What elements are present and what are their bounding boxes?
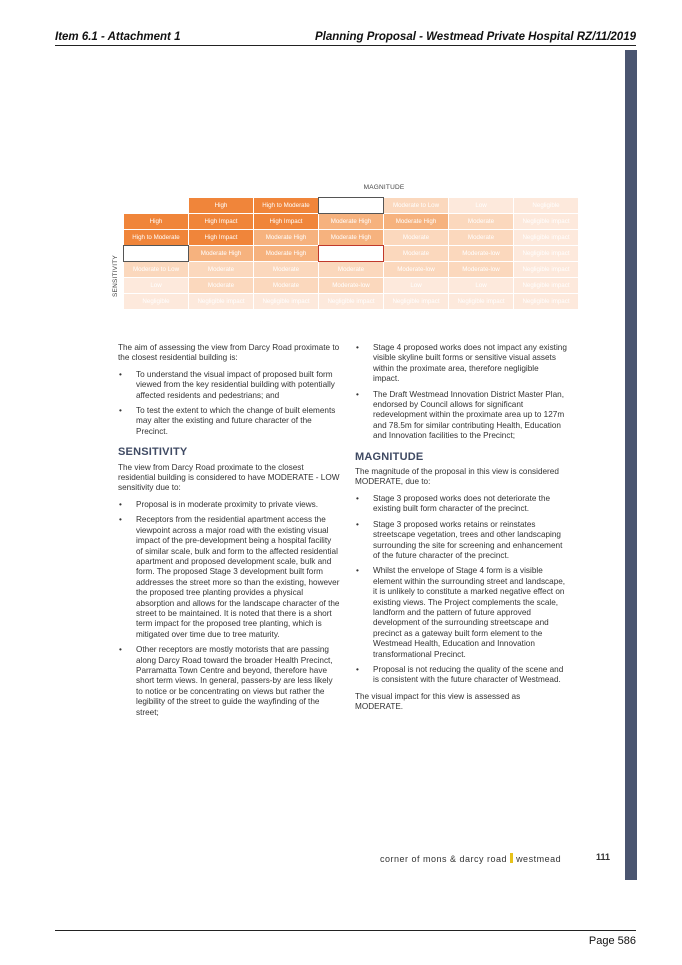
brand-divider (510, 853, 513, 863)
list-item: • Whilst the envelope of Stage 4 form is a visible element within the surrounding street and landscape, it is unlikely to constitute a marked negative effect on existing views. The Project complements the scale, landform and the pattern of future approved development of the surrounding streetscape and precinct as a gateway built form element to the Westmead Health, Education and Innovation transformational Precinct. (355, 566, 567, 660)
matrix-cell: Moderate (319, 262, 383, 277)
matrix-cell: Moderate (189, 262, 253, 277)
matrix-row (124, 294, 578, 309)
matrix-header-cell: High (189, 198, 253, 213)
list-item: • To understand the visual impact of proposed built form viewed from the key residential building with potentially affected residents and pedestrians; and (118, 370, 340, 401)
matrix-cell: High Impact (189, 230, 253, 245)
matrix-cell: Moderate (384, 230, 448, 245)
list-item: • Receptors from the residential apartment access the viewpoint across a major road with the existing visual impact of the pre-development being a hospital facility of similar scale, bulk and form to the affected residential apartment and proposed development scale, bulk and form. The proposed Stage 3 development built form addresses the street more so than the existing, however the proposed tree planting provides a physical absorption and allows for the landscape character of the street to be maintained. It is noted that there is a short term impact for the proposed tree planting, which is mitigated over time due to tree maturity. (118, 515, 340, 640)
list-item: • Proposal is not reducing the quality of the scene and is consistent with the future character of Westmead. (355, 665, 567, 686)
footer-brand (380, 853, 561, 864)
header-item-label: Item 6.1 - Attachment 1 (55, 31, 181, 43)
matrix-header-row (124, 198, 578, 213)
matrix-cell: Negligible impact (449, 294, 513, 309)
impact-matrix (123, 197, 579, 310)
matrix-cell: Moderate-low (449, 246, 513, 261)
matrix-row (124, 246, 578, 261)
matrix-cell: Negligible impact (514, 294, 578, 309)
sensitivity-list (118, 500, 340, 718)
right-column (355, 343, 567, 719)
matrix-cell: Moderate High (319, 214, 383, 229)
list-item: • The Draft Westmead Innovation District Master Plan, endorsed by Council allows for significant redevelopment within the proximate area up to 127m and 78.5m for similar contributing Health, Education and Innovation facilities to the Precinct; (355, 390, 567, 442)
side-accent-bar (625, 50, 637, 880)
matrix-row-label: High to Moderate (124, 230, 188, 245)
matrix-cell: Negligible impact (514, 246, 578, 261)
matrix-cell: Moderate (449, 214, 513, 229)
matrix-row (124, 214, 578, 229)
matrix-header-cell: High to Moderate (254, 198, 318, 213)
matrix-cell: Negligible impact (319, 294, 383, 309)
matrix-cell: Negligible impact (384, 294, 448, 309)
matrix-row (124, 230, 578, 245)
report-page-number: 111 (596, 852, 611, 862)
footer-divider (55, 930, 636, 931)
matrix-header-cell: Negligible (514, 198, 578, 213)
matrix-corner (124, 198, 188, 213)
conclusion-paragraph: The visual impact for this view is assessed as MODERATE. (355, 691, 521, 712)
context-list (355, 343, 567, 442)
matrix-cell: Moderate (254, 262, 318, 277)
magnitude-axis-label: MAGNITUDE (363, 184, 405, 191)
matrix-header-cell-selected: Moderate (319, 198, 383, 213)
matrix-row-label-selected: Moderate (124, 246, 188, 261)
matrix-cell: Negligible impact (514, 230, 578, 245)
matrix-row-label: Low (124, 278, 188, 293)
matrix-cell: Low (384, 278, 448, 293)
matrix-cell: Moderate (189, 278, 253, 293)
matrix-cell: Moderate High (254, 246, 318, 261)
matrix-cell: Moderate (254, 278, 318, 293)
list-item: • To test the extent to which the change of built elements may alter the existing and future character of the Precinct. (118, 406, 340, 437)
list-item: • Stage 4 proposed works does not impact any existing visible skyline built forms or sensitive visual assets within the proximate area, therefore negligible impact. (355, 343, 567, 385)
list-item: • Other receptors are mostly motorists that are passing along Darcy Road toward the broader Health Precinct, Parramatta Town Centre and beyond, therefore have short term views. In general, passers-by are less likely to notice or be concentrating on views but rather the legibility of the street to guide the wayfinding of the street; (118, 645, 340, 718)
sensitivity-intro: The view from Darcy Road proximate to the closest residential building is considered to have MODERATE - LOW sensitivity due to: (118, 462, 340, 493)
matrix-cell: Negligible impact (514, 214, 578, 229)
matrix-row-label: Moderate to Low (124, 262, 188, 277)
matrix-cell: Negligible impact (189, 294, 253, 309)
matrix-cell: Negligible impact (254, 294, 318, 309)
matrix-row-label: Negligible (124, 294, 188, 309)
sensitivity-axis-label: SENSITIVITY (112, 255, 119, 297)
matrix-cell: Moderate High (189, 246, 253, 261)
matrix-cell: Negligible impact (514, 278, 578, 293)
header-divider (55, 45, 636, 46)
aims-list (118, 370, 340, 437)
matrix-cell: Moderate High (384, 214, 448, 229)
matrix-row (124, 262, 578, 277)
matrix-cell: High Impact (254, 214, 318, 229)
list-item: • Stage 3 proposed works does not deteriorate the existing built form character of the precinct. (355, 494, 567, 515)
matrix-cell: Moderate (384, 246, 448, 261)
matrix-cell: High Impact (189, 214, 253, 229)
matrix-cell-assessed: Moderate (319, 246, 383, 261)
matrix-cell: Moderate High (254, 230, 318, 245)
sensitivity-heading: SENSITIVITY (118, 446, 188, 459)
list-item: • Proposal is in moderate proximity to private views. (118, 500, 340, 510)
matrix-cell: Moderate-low (384, 262, 448, 277)
matrix-cell: Moderate-low (319, 278, 383, 293)
matrix-cell: Moderate High (319, 230, 383, 245)
matrix-cell: Negligible impact (514, 262, 578, 277)
matrix-row-label: High (124, 214, 188, 229)
magnitude-intro: The magnitude of the proposal in this view is considered MODERATE, due to: (355, 467, 559, 487)
page-number: Page 586 (588, 935, 636, 947)
magnitude-list (355, 494, 567, 686)
matrix-cell: Moderate-low (449, 262, 513, 277)
brand-address: corner of mons & darcy road (380, 854, 508, 864)
matrix-header-cell: Moderate to Low (384, 198, 448, 213)
matrix-cell: Low (449, 278, 513, 293)
left-column (118, 343, 340, 724)
brand-location: westmead (516, 854, 562, 864)
matrix-cell: Moderate (449, 230, 513, 245)
intro-paragraph: The aim of assessing the view from Darcy Road proximate to the closest residential building is: (118, 343, 340, 363)
magnitude-heading: MAGNITUDE (355, 450, 424, 463)
list-item: • Stage 3 proposed works retains or reinstates streetscape vegetation, trees and other landscaping surrounding the site for screening and enhancement of the future character of the precinct. (355, 520, 567, 562)
header-document-title: Planning Proposal - Westmead Private Hospital RZ/11/2019 (314, 31, 636, 43)
matrix-row (124, 278, 578, 293)
matrix-header-cell: Low (449, 198, 513, 213)
